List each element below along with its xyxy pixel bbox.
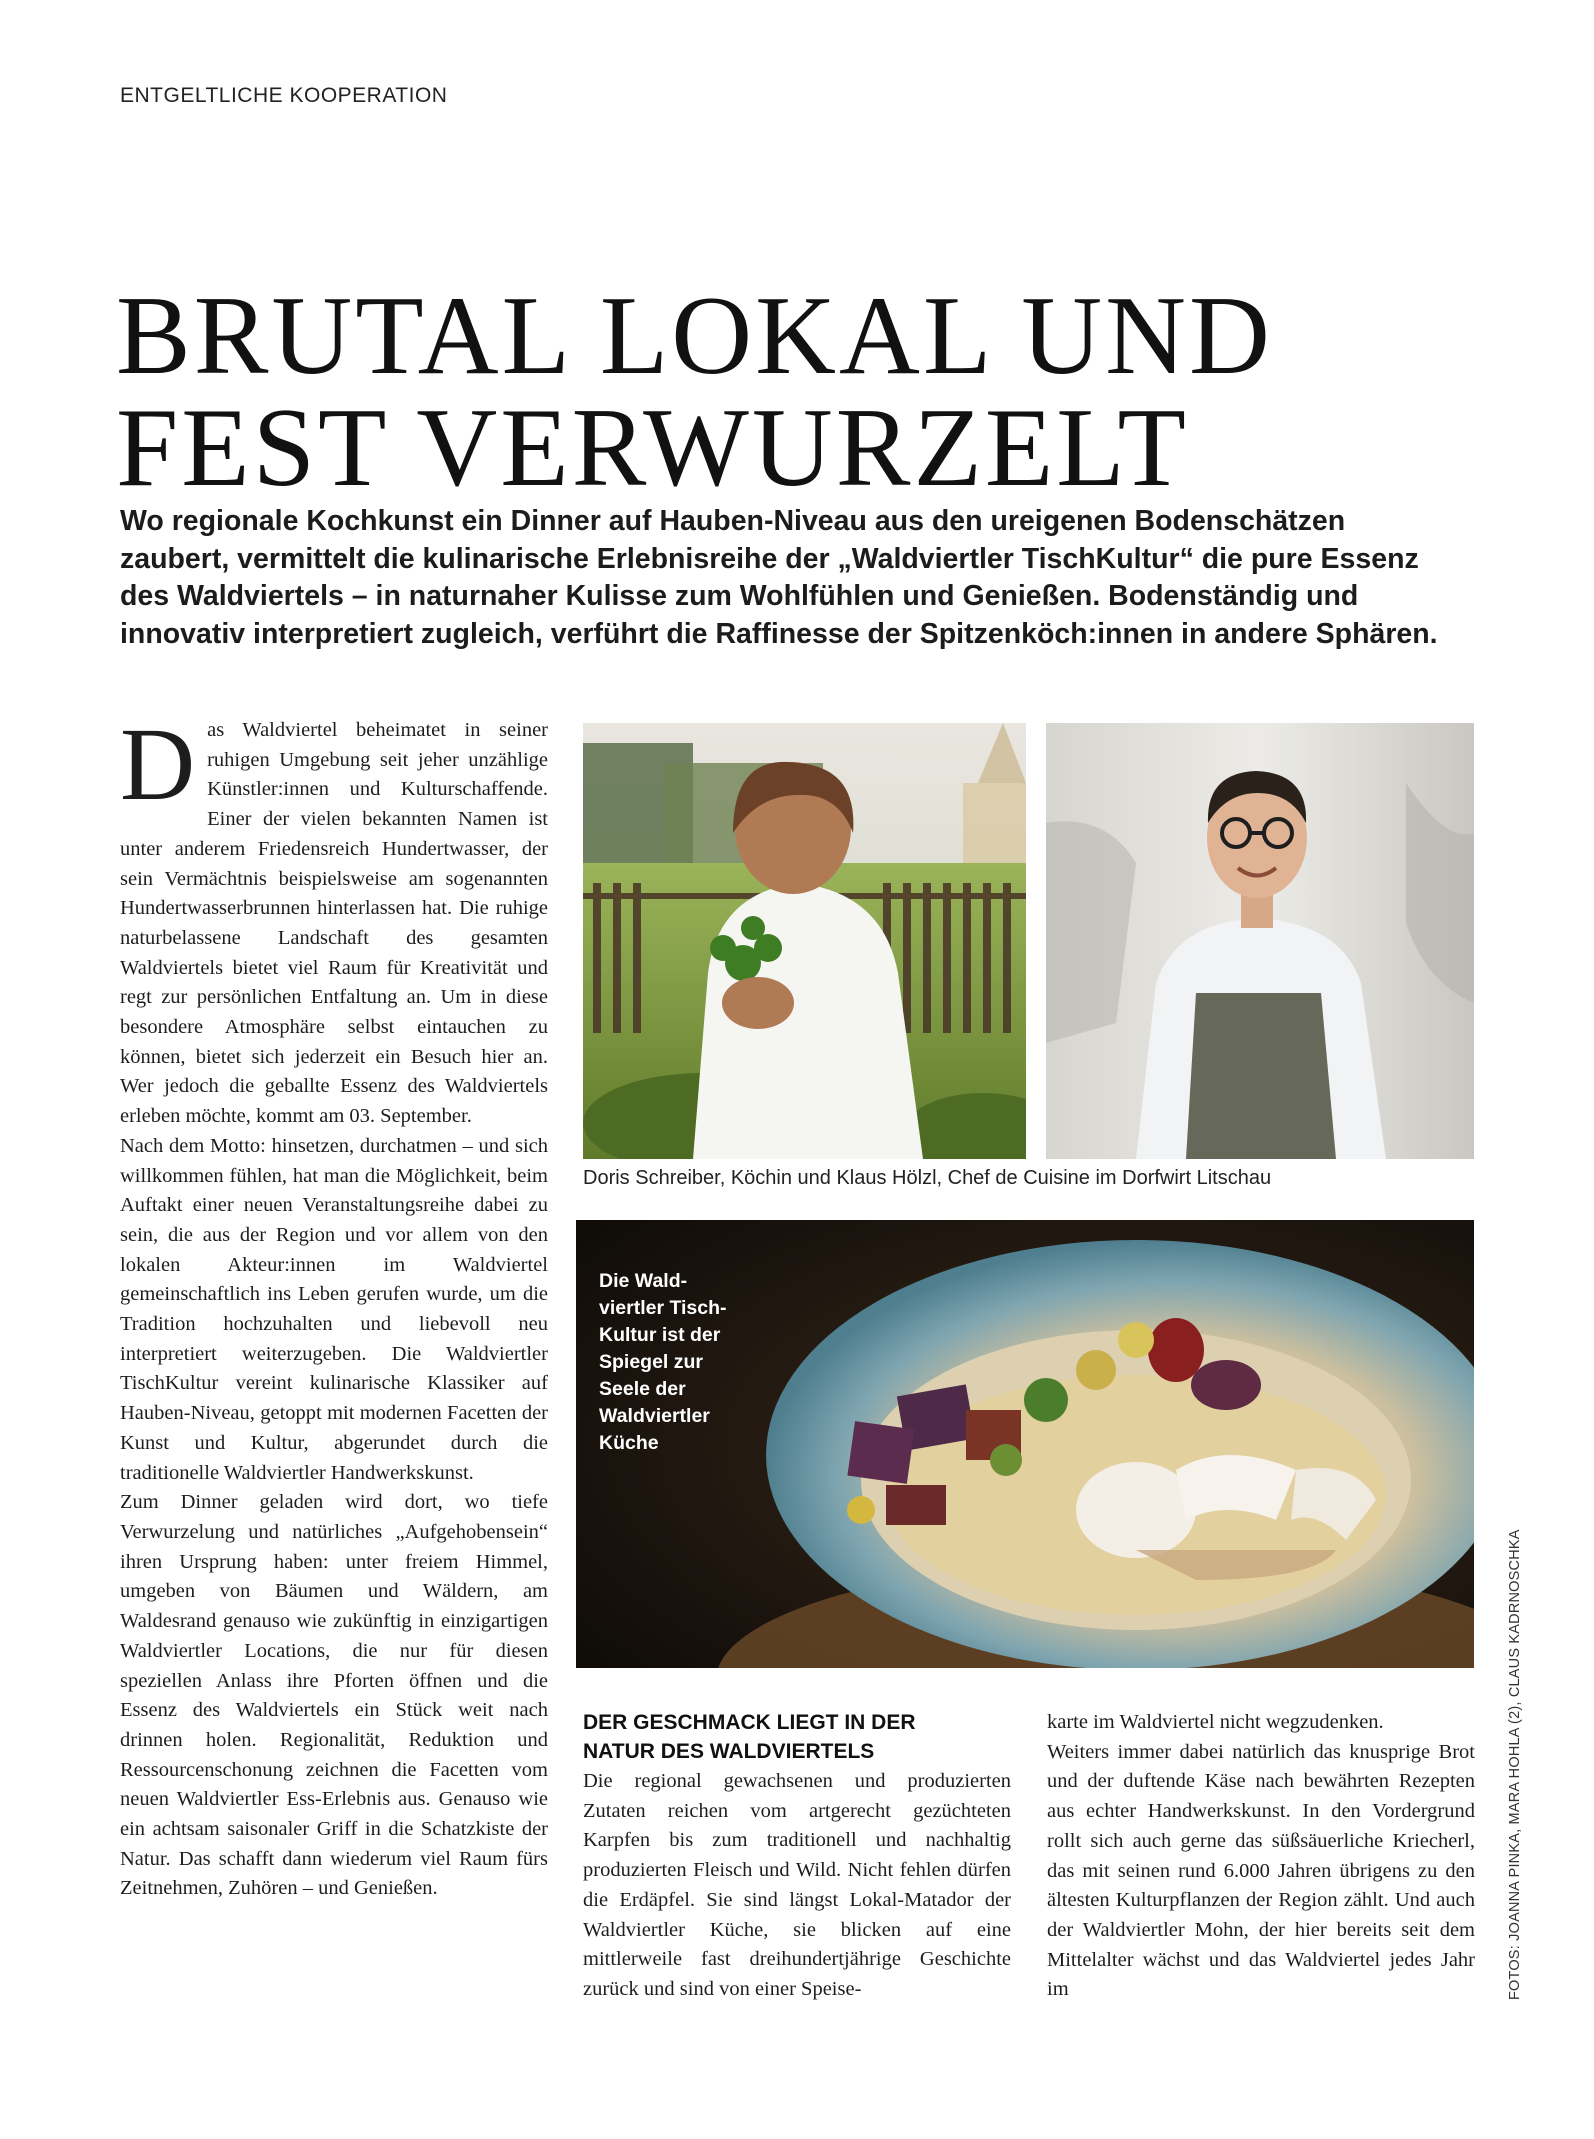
title-line-1: BRUTAL LOKAL UND <box>116 274 1273 398</box>
article-lead <box>120 503 1438 653</box>
overlay-line: Kultur ist der <box>599 1324 721 1346</box>
body-paragraph: Nach dem Motto: hinsetzen, durchatmen – und sich willkommen fühlen, hat man die Möglichkeit, beim Auftakt einer neuen Veranstaltungsreihe dabei zu sein, die aus der Region und vor allem von den lokalen Akteur:innen im Waldviertel gemeinschaftlich ins Leben gerufen wurde, um die Tradition hochzuhalten und liebevoll neu interpretiert weiterzugeben. Die Waldviertler TischKultur vereint kulinarische Klassiker auf Hauben-Niveau, getoppt mit modernen Facetten der Kunst und Kultur, abgerundet durch die traditionelle Waldviertler Handwerkskunst. <box>120 1134 548 1484</box>
body-paragraph: Die regional gewachsenen und produzierten Zutaten reichen vom artgerecht gezüchteten Karpfen bis zum traditionell und nachhaltig produzierten Fleisch und Wild. Nicht fehlen dürfen die Erdäpfel. Sie sind längst Lokal-Matador der Waldviertler Küche, sie blicken auf eine mittlerweile fast dreihundertjährige Geschichte zurück und sind von einer Speise- <box>583 1770 1011 2000</box>
photo-chef-doris <box>583 723 1026 1159</box>
body-paragraph: karte im Waldviertel nicht wegzudenken. <box>1047 1711 1384 1733</box>
section-kicker: ENTGELTLICHE KOOPERATION <box>120 84 448 107</box>
body-paragraph: as Waldviertel beheimatet in seiner ruhigen Umgebung seit jeher unzählige Künstler:innen und Kulturschaffende. Einer der vielen bekannten Namen ist unter anderem Friedensreich Hundertwasser, der sein Vermächtnis beispielsweise am sogenannten Hundertwasserbrunnen hinterlassen hat. Die ruhige naturbelassene Landschaft des gesamten Waldviertels bietet viel Raum für Kreativität und regt zur persönlichen Entfaltung an. Um in diese besondere Atmosphäre selbst eintauchen zu können, bietet sich jederzeit ein Besuch hier an. Wer jedoch die geballte Essenz des Waldviertels erleben möchte, kommt am 03. September. <box>120 719 548 1128</box>
body-paragraph: Zum Dinner geladen wird dort, wo tiefe Verwurzelung und natürliches „Aufgehobensein“ ihren Ursprung haben: unter freiem Himmel, umgeben von Bäumen und Wäldern, am Waldesrand genauso wie zukünftig in einzigartigen Waldviertler Locations, die nur für diesen speziellen Anlass ihre Pforten öffnen und die Essenz des Waldviertels ein Stück weit nach drinnen holen. Regionalität, Reduktion und Ressourcenschonung zeichnen die Facetten vom neuen Waldviertler Ess-Erlebnis aus. Genauso wie ein achtsam saisonaler Griff in die Schatzkiste der Natur. Das schafft dann wiederum viel Raum fürs Zeitnehmen, Zuhören – und Genießen. <box>120 1491 548 1900</box>
overlay-line: Seele der <box>599 1378 686 1400</box>
photo-credit: FOTOS: JOANNA PINKA, MARA HOHLA (2), CLAUS KADRNOSCHKA <box>1507 1529 1523 2000</box>
photo-chef-klaus <box>1046 723 1474 1159</box>
body-column-1 <box>120 707 548 2006</box>
overlay-line: Die Wald- <box>599 1270 688 1292</box>
photo-chef-doris-image <box>583 723 1026 1159</box>
title-line-2: FEST VERWURZELT <box>116 386 1189 510</box>
overlay-line: Küche <box>599 1432 659 1454</box>
photo-chef-klaus-image <box>1046 723 1474 1159</box>
article-title <box>116 274 1476 510</box>
body-paragraph: Weiters immer dabei natürlich das knusprige Brot und der duftende Käse nach bewährten Rezepten aus echter Handwerkskunst. In den Vordergrund rollt sich auch gerne das süßsäuerliche Kriecherl, das mit seinen rund 6.000 Jahren übrigens zu den ältesten Kulturpflanzen der Region zählt. Und auch der Waldviertler Mohn, der hier bereits seit dem Mittelalter wächst und das Waldviertel jedes Jahr im <box>1047 1740 1475 2001</box>
heading-line: DER GESCHMACK LIEGT IN DER <box>583 1711 916 1734</box>
body-column-3 <box>1047 1708 1475 2005</box>
body-column-2 <box>583 1767 1011 2005</box>
overlay-line: Spiegel zur <box>599 1351 704 1373</box>
overlay-line: Waldviertler <box>599 1405 710 1427</box>
lead-line: innovativ interpretiert zugleich, verführt die Raffinesse der Spitzenköch:innen in andere Sphären. <box>120 617 1438 650</box>
photo-caption: Doris Schreiber, Köchin und Klaus Hölzl, Chef de Cuisine im Dorfwirt Litschau <box>583 1167 1272 1189</box>
lead-line: zaubert, vermittelt die kulinarische Erlebnisreihe der „Waldviertler TischKultur“ die pure Essenz <box>120 542 1419 575</box>
section-heading <box>583 1708 1023 1766</box>
photo-overlay-quote <box>599 1268 749 1457</box>
drop-cap: D <box>120 707 196 822</box>
lead-line: Wo regionale Kochkunst ein Dinner auf Hauben-Niveau aus den ureigenen Bodenschätzen <box>120 505 1346 537</box>
overlay-line: viertler Tisch- <box>599 1297 727 1319</box>
lead-line: des Waldviertels – in naturnaher Kulisse zum Wohlfühlen und Genießen. Bodenständig und <box>120 580 1359 612</box>
heading-line: NATUR DES WALDVIERTELS <box>583 1740 875 1763</box>
